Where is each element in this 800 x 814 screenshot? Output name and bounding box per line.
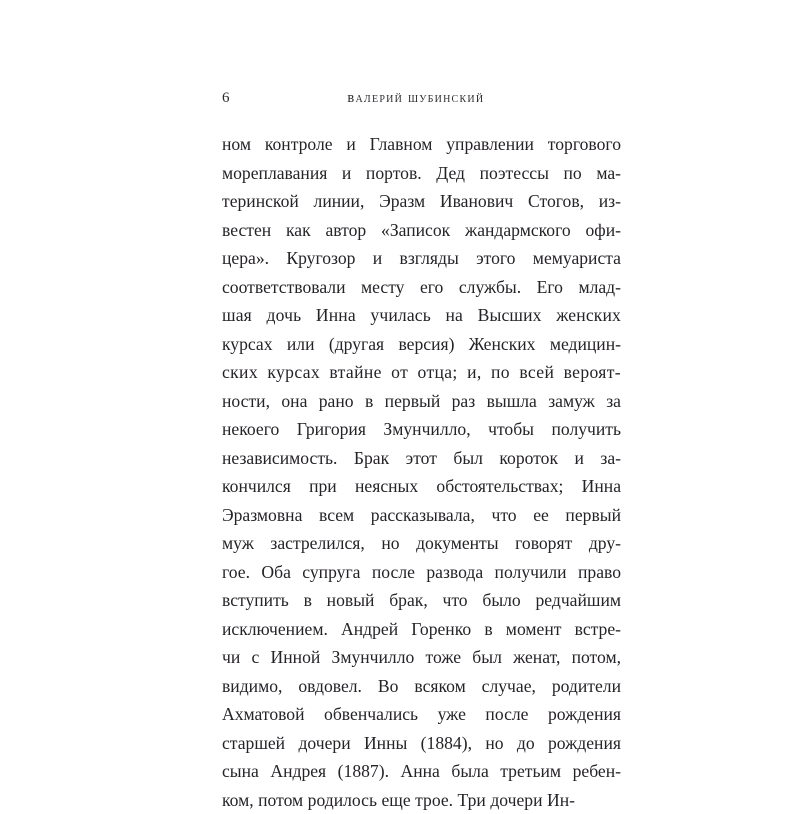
- text-line: кончился при неясных обстоятельствах; Инна: [222, 472, 621, 501]
- body-paragraph: [222, 130, 621, 814]
- text-line: исключением. Андрей Горенко в момент встре-: [222, 615, 621, 644]
- text-line: курсах или (другая версия) Женских медицин-: [222, 330, 621, 359]
- text-line: мореплавания и портов. Дед поэтессы по ма-: [222, 159, 621, 188]
- text-line: вестен как автор «Записок жандармского офи-: [222, 216, 621, 245]
- text-line: шая дочь Инна училась на Высших женских: [222, 301, 621, 330]
- text-line: теринской линии, Эразм Иванович Стогов, из-: [222, 187, 621, 216]
- text-line: видимо, овдовел. Во всяком случае, родители: [222, 672, 621, 701]
- text-line: цера». Кругозор и взгляды этого мемуариста: [222, 244, 621, 273]
- text-line: сына Андрея (1887). Анна была третьим ребен-: [222, 757, 621, 786]
- running-title-author: валерий шубинский: [230, 88, 620, 108]
- text-line: ности, она рано в первый раз вышла замуж за: [222, 387, 621, 416]
- text-line: гое. Оба супруга после развода получили право: [222, 558, 621, 587]
- body-text-column: [222, 130, 621, 814]
- text-line: чи с Инной Змунчилло тоже был женат, потом,: [222, 643, 621, 672]
- text-line: старшей дочери Инны (1884), но до рождения: [222, 729, 621, 758]
- text-line: соответствовали месту его службы. Его млад-: [222, 273, 621, 302]
- text-line: вступить в новый брак, что было редчайшим: [222, 586, 621, 615]
- text-line: ком, потом родилось еще трое. Три дочери Ин-: [222, 786, 621, 814]
- text-line: ном контроле и Главном управлении торгового: [222, 130, 621, 159]
- text-line: ских курсах втайне от отца; и, по всей вероят-: [222, 358, 621, 387]
- text-line: Ахматовой обвенчались уже после рождения: [222, 700, 621, 729]
- page-number: 6: [222, 88, 230, 108]
- running-head: [222, 88, 620, 108]
- text-line: независимость. Брак этот был короток и за-: [222, 444, 621, 473]
- text-line: некоего Григория Змунчилло, чтобы получить: [222, 415, 621, 444]
- text-line: муж застрелился, но документы говорят дру-: [222, 529, 621, 558]
- text-line: Эразмовна всем рассказывала, что ее первый: [222, 501, 621, 530]
